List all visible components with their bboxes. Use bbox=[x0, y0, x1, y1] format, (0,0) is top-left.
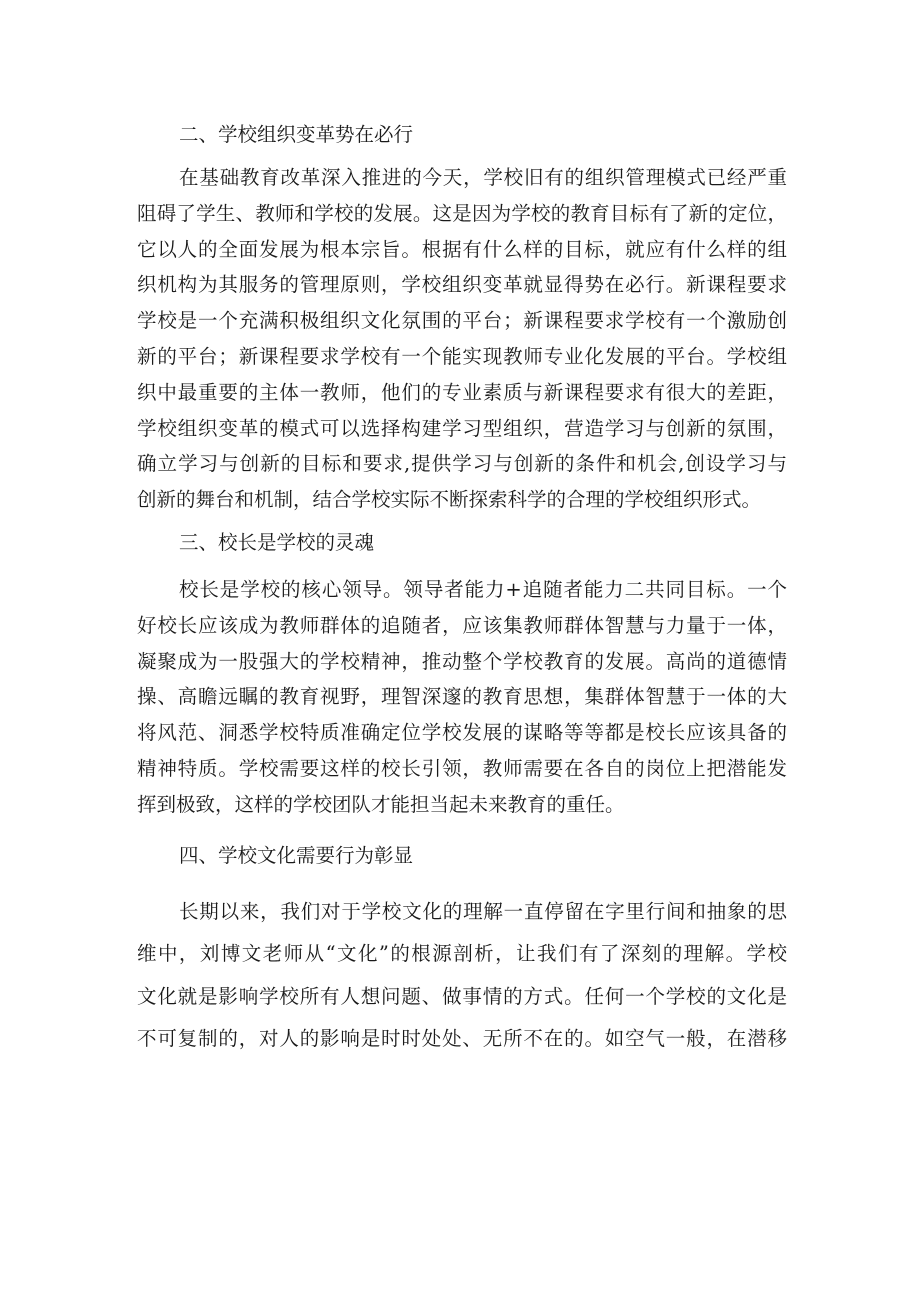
paragraph-line: 创新的舞台和机制，结合学校实际不断探索科学的合理的学校组织形式。 bbox=[137, 488, 762, 512]
paragraph-line: 凝聚成为一股强大的学校精神，推动整个学校教育的发展。高尚的道德情 bbox=[137, 649, 787, 673]
section-heading: 三、校长是学校的灵魂 bbox=[179, 530, 375, 554]
paragraph-line: 精神特质。学校需要这样的校长引领，教师需要在各自的岗位上把潜能发 bbox=[137, 756, 787, 780]
paragraph-line: 操、高瞻远瞩的教育视野，理智深邃的教育思想，集群体智慧于一体的大 bbox=[137, 685, 787, 709]
paragraph-line: 校长是学校的核心领导。领导者能力+追随者能力二共同目标。一个 bbox=[179, 577, 787, 601]
paragraph-line: 好校长应该成为教师群体的追随者，应该集教师群体智慧与力量于一体， bbox=[137, 613, 787, 637]
paragraph-line: 维中，刘博文老师从“文化”的根源剖析，让我们有了深刻的理解。学校 bbox=[137, 942, 787, 966]
paragraph-line: 学校组织变革的模式可以选择构建学习型组织，营造学习与创新的氛围， bbox=[137, 416, 787, 440]
paragraph-line: 文化就是影响学校所有人想问题、做事情的方式。任何一个学校的文化是 bbox=[137, 984, 787, 1008]
section-paragraph bbox=[137, 572, 787, 823]
section-paragraph bbox=[137, 891, 787, 1061]
paragraph-line: 织机构为其服务的管理原则，学校组织变革就显得势在必行。新课程要求 bbox=[137, 273, 787, 297]
paragraph-line: 不可复制的，对人的影响是时时处处、无所不在的。如空气一般，在潜移 bbox=[137, 1027, 787, 1051]
paragraph-line: 织中最重要的主体一教师，他们的专业素质与新课程要求有很大的差距， bbox=[137, 380, 787, 404]
paragraph-line: 在基础教育改革深入推进的今天，学校旧有的组织管理模式已经严重 bbox=[179, 166, 787, 189]
document-body bbox=[137, 114, 787, 1061]
paragraph-line: 新的平台；新课程要求学校有一个能实现教师专业化发展的平台。学校组 bbox=[137, 344, 787, 368]
paragraph-line: 将风范、洞悉学校特质准确定位学校发展的谋略等等都是校长应该具备的 bbox=[137, 721, 787, 745]
paragraph-line: 它以人的全面发展为根本宗旨。根据有什么样的目标，就应有什么样的组 bbox=[137, 237, 787, 261]
paragraph-line: 学校是一个充满积极组织文化氛围的平台；新课程要求学校有一个激励创 bbox=[137, 309, 787, 333]
paragraph-line: 确立学习与创新的目标和要求,提供学习与创新的条件和机会,创设学习与 bbox=[137, 452, 787, 476]
section-heading: 二、学校组织变革势在必行 bbox=[179, 123, 414, 146]
paragraph-line: 阻碍了学生、教师和学校的发展。这是因为学校的教育目标有了新的定位， bbox=[137, 201, 787, 225]
paragraph-line: 长期以来，我们对于学校文化的理解一直停留在字里行间和抽象的思 bbox=[179, 899, 787, 923]
paragraph-line: 挥到极致，这样的学校团队才能担当起未来教育的重任。 bbox=[137, 792, 625, 816]
section-heading: 四、学校文化需要行为彰显 bbox=[179, 843, 414, 867]
section-paragraph bbox=[137, 160, 787, 518]
